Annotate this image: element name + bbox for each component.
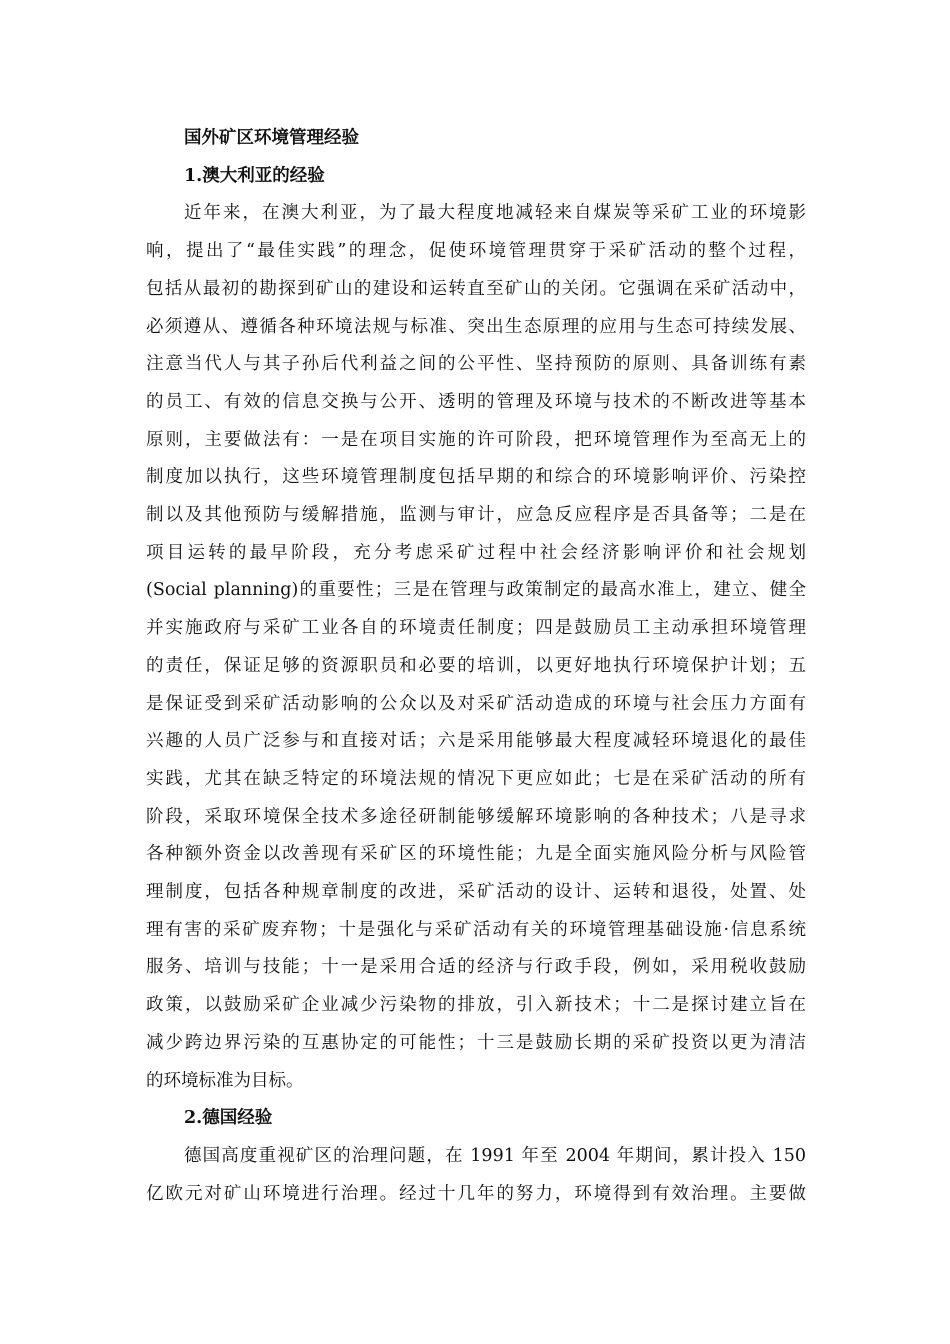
paragraph-line: 兴趣的人员广泛参与和直接对话；六是采用能够最大程度减轻环境退化的最佳 — [146, 731, 806, 752]
section-body-germany — [146, 1138, 806, 1213]
paragraph-line: 实践，尤其在缺乏特定的环境法规的情况下更应如此；七是在采矿活动的所有 — [146, 768, 806, 789]
paragraph-line: 各种额外资金以改善现有采矿区的环境性能；九是全面实施风险分析与风险管 — [146, 844, 806, 865]
paragraph-line: 的环境标准为目标。 — [146, 1070, 304, 1091]
paragraph-line: 亿欧元对矿山环境进行治理。经过十几年的努力，环境得到有效治理。主要做 — [146, 1183, 806, 1204]
paragraph-line: 是保证受到采矿活动影响的公众以及对采矿活动造成的环境与社会压力方面有 — [146, 693, 806, 714]
paragraph-line: 项目运转的最早阶段，充分考虑采矿过程中社会经济影响评价和社会规划 — [146, 542, 806, 563]
paragraph-line: 阶段，采取环境保全技术多途径研制能够缓解环境影响的各种技术；八是寻求 — [146, 806, 806, 827]
section-body-australia — [146, 195, 806, 1100]
paragraph-line: 包括从最初的勘探到矿山的建设和运转直至矿山的关闭。它强调在采矿活动中， — [146, 278, 806, 299]
paragraph-line: 减少跨边界污染的互惠协定的可能性；十三是鼓励长期的采矿投资以更为清洁 — [146, 1032, 806, 1053]
paragraph-line: 近年来，在澳大利亚，为了最大程度地减轻来自煤炭等采矿工业的环境影 — [184, 203, 806, 224]
paragraph-line: 政策，以鼓励采矿企业减少污染物的排放，引入新技术；十二是探讨建立旨在 — [146, 995, 806, 1016]
paragraph-line: 的责任，保证足够的资源职员和必要的培训，以更好地执行环境保护计划；五 — [146, 655, 806, 676]
paragraph-line: 制度加以执行，这些环境管理制度包括早期的和综合的环境影响评价、污染控 — [146, 467, 806, 488]
paragraph-line: (Social planning)的重要性；三是在管理与政策制定的最高水准上，建立、健全 — [146, 580, 806, 601]
paragraph-line: 原则，主要做法有：一是在项目实施的许可阶段，把环境管理作为至高无上的 — [146, 429, 806, 450]
paragraph-line: 德国高度重视矿区的治理问题，在 1991 年至 2004 年期间，累计投入 150 — [184, 1145, 806, 1166]
paragraph-line: 制以及其他预防与缓解措施，监测与审计，应急反应程序是否具备等；二是在 — [146, 505, 806, 526]
paragraph-line: 并实施政府与采矿工业各自的环境责任制度；四是鼓励员工主动承担环境管理 — [146, 618, 806, 639]
paragraph-line: 响，提出了“最佳实践”的理念，促使环境管理贯穿于采矿活动的整个过程， — [146, 241, 806, 262]
section-heading-germany: 2.德国经验 — [184, 1108, 273, 1129]
paragraph-line: 必须遵从、遵循各种环境法规与标准、突出生态原理的应用与生态可持续发展、 — [146, 316, 806, 337]
section-heading-australia: 1.澳大利亚的经验 — [184, 165, 325, 186]
paragraph-line: 注意当代人与其子孙后代利益之间的公平性、坚持预防的原则、具备训练有素 — [146, 354, 806, 375]
paragraph-line: 理制度，包括各种规章制度的改进，采矿活动的设计、运转和退役，处置、处 — [146, 882, 806, 903]
paragraph-line: 理有害的采矿废弃物；十是强化与采矿活动有关的环境管理基础设施·信息系统 — [146, 919, 806, 940]
document-title: 国外矿区环境管理经验 — [184, 128, 359, 148]
paragraph-line: 的员工、有效的信息交换与公开、透明的管理及环境与技术的不断改进等基本 — [146, 391, 806, 412]
document-body — [146, 120, 806, 1213]
paragraph-line: 服务、培训与技能；十一是采用合适的经济与行政手段，例如，采用税收鼓励 — [146, 957, 806, 978]
